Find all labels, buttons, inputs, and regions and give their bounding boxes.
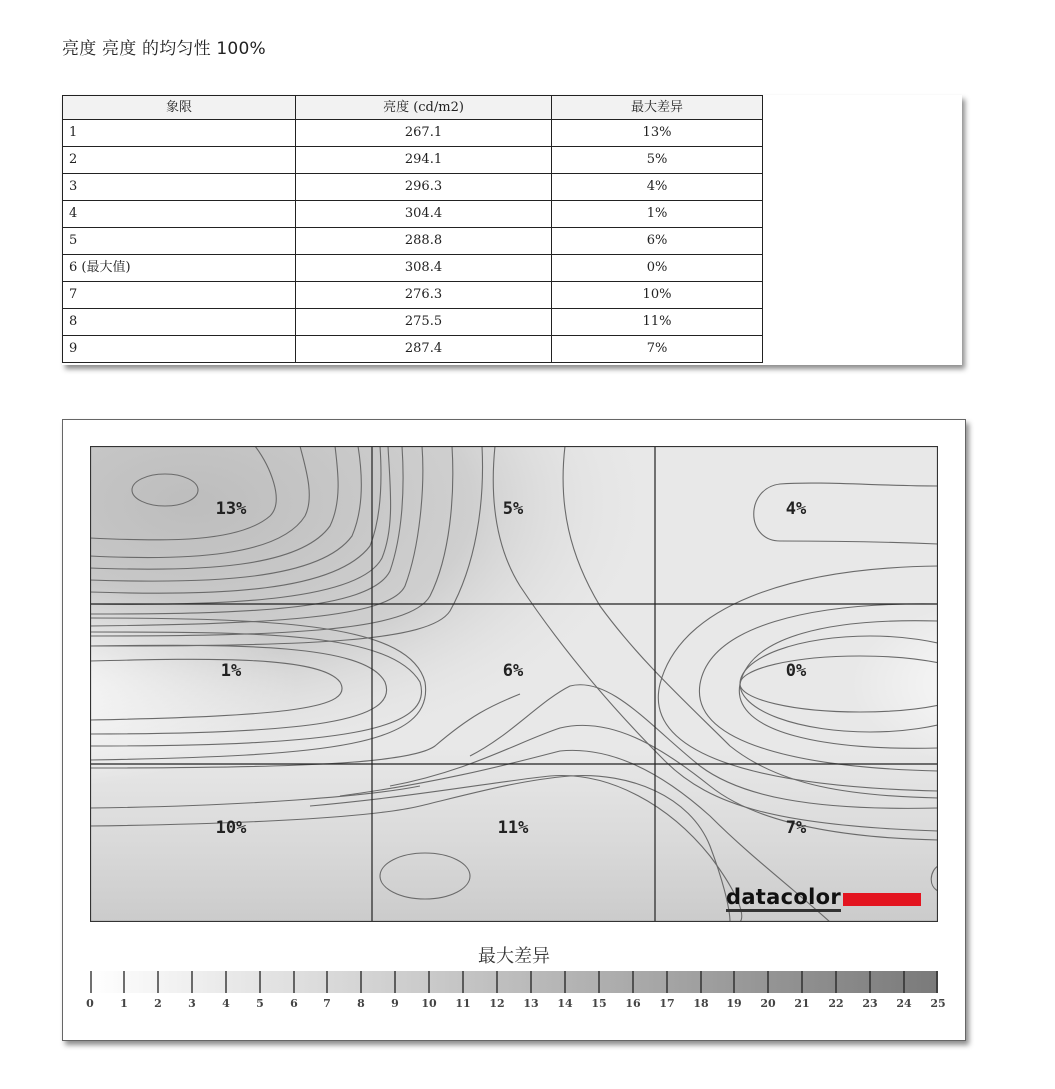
max-diff-cell: 6% xyxy=(552,228,763,255)
quadrant-cell: 2 xyxy=(63,147,296,174)
header-luminance: 亮度 (cd/m2) xyxy=(296,96,552,120)
quadrant-cell: 4 xyxy=(63,201,296,228)
quadrant-cell: 7 xyxy=(63,282,296,309)
tick-label: 25 xyxy=(930,997,946,1010)
header-max-diff: 最大差异 xyxy=(552,96,763,120)
table-row xyxy=(63,309,763,336)
tick-label: 7 xyxy=(323,997,331,1010)
luminance-cell: 267.1 xyxy=(296,120,552,147)
cell-label-q6: 0% xyxy=(785,661,807,681)
table-header-row xyxy=(63,96,763,120)
tick-label: 13 xyxy=(523,997,539,1010)
tick-label: 6 xyxy=(290,997,298,1010)
quadrant-cell: 3 xyxy=(63,174,296,201)
tick-label: 2 xyxy=(154,997,162,1010)
tick-label: 3 xyxy=(188,997,196,1010)
datacolor-logo xyxy=(726,885,921,912)
tick-label: 9 xyxy=(391,997,399,1010)
uniformity-table xyxy=(62,95,763,363)
header-quadrant: 象限 xyxy=(63,96,296,120)
page-title: 亮度 亮度 的均匀性 100% xyxy=(62,39,266,59)
max-diff-cell: 13% xyxy=(552,120,763,147)
tick-label: 19 xyxy=(726,997,742,1010)
tick-label: 5 xyxy=(256,997,264,1010)
table-row xyxy=(63,228,763,255)
tick-label: 22 xyxy=(828,997,844,1010)
uniformity-chart-panel xyxy=(62,419,966,1041)
table-row xyxy=(63,255,763,282)
table-row xyxy=(63,336,763,363)
tick-label: 1 xyxy=(120,997,128,1010)
quadrant-cell: 5 xyxy=(63,228,296,255)
quadrant-cell: 9 xyxy=(63,336,296,363)
color-scale-tick-labels xyxy=(86,997,946,1015)
cell-label-q9: 7% xyxy=(785,818,807,838)
table-row xyxy=(63,282,763,309)
luminance-cell: 308.4 xyxy=(296,255,552,282)
max-diff-cell: 5% xyxy=(552,147,763,174)
luminance-cell: 275.5 xyxy=(296,309,552,336)
tick-label: 24 xyxy=(896,997,912,1010)
tick-label: 14 xyxy=(557,997,573,1010)
tick-label: 17 xyxy=(659,997,675,1010)
table-row xyxy=(63,174,763,201)
tick-label: 23 xyxy=(862,997,878,1010)
luminance-cell: 287.4 xyxy=(296,336,552,363)
max-diff-cell: 7% xyxy=(552,336,763,363)
max-diff-cell: 0% xyxy=(552,255,763,282)
table-row xyxy=(63,147,763,174)
color-scale-bar xyxy=(90,971,938,993)
contour-plot xyxy=(90,446,938,922)
cell-label-q1: 13% xyxy=(215,499,247,519)
cell-label-q5: 6% xyxy=(502,661,524,681)
quadrant-cell: 6 (最大值) xyxy=(63,255,296,282)
luminance-cell: 276.3 xyxy=(296,282,552,309)
max-diff-cell: 1% xyxy=(552,201,763,228)
max-diff-cell: 10% xyxy=(552,282,763,309)
legend-title: 最大差异 xyxy=(478,946,550,967)
tick-label: 4 xyxy=(222,997,230,1010)
tick-label: 15 xyxy=(591,997,607,1010)
cell-label-q3: 4% xyxy=(785,499,807,519)
max-diff-cell: 11% xyxy=(552,309,763,336)
luminance-cell: 296.3 xyxy=(296,174,552,201)
tick-label: 0 xyxy=(86,997,94,1010)
cell-label-q8: 11% xyxy=(497,818,529,838)
tick-label: 11 xyxy=(455,997,471,1010)
cell-label-q4: 1% xyxy=(220,661,242,681)
cell-label-q2: 5% xyxy=(502,499,524,519)
table-row xyxy=(63,120,763,147)
luminance-cell: 294.1 xyxy=(296,147,552,174)
table-row xyxy=(63,201,763,228)
tick-label: 8 xyxy=(357,997,365,1010)
tick-label: 16 xyxy=(625,997,641,1010)
cell-label-q7: 10% xyxy=(215,818,247,838)
logo-red-bar-icon xyxy=(843,893,921,906)
luminance-cell: 304.4 xyxy=(296,201,552,228)
tick-label: 21 xyxy=(794,997,810,1010)
tick-label: 20 xyxy=(760,997,776,1010)
quadrant-cell: 1 xyxy=(63,120,296,147)
tick-label: 10 xyxy=(421,997,437,1010)
luminance-cell: 288.8 xyxy=(296,228,552,255)
quadrant-cell: 8 xyxy=(63,309,296,336)
tick-label: 18 xyxy=(693,997,709,1010)
logo-text: datacolor xyxy=(726,887,841,912)
tick-label: 12 xyxy=(489,997,505,1010)
uniformity-table-panel xyxy=(62,95,962,365)
max-diff-cell: 4% xyxy=(552,174,763,201)
